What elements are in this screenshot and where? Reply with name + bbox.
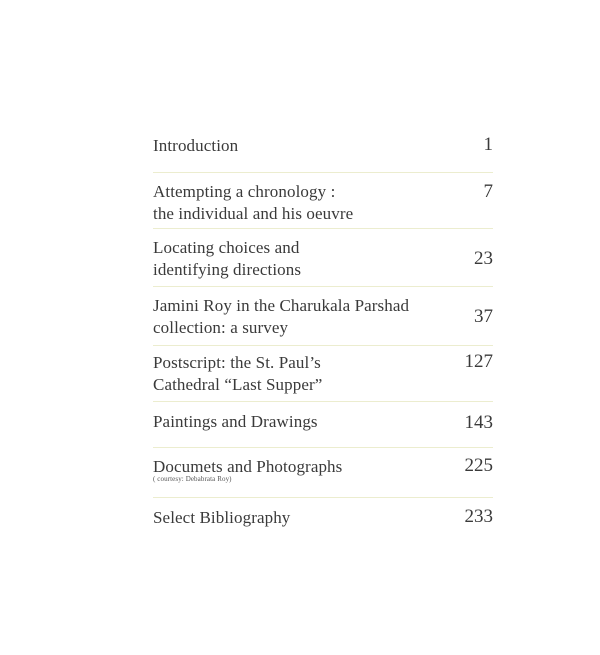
toc-entry-title-line: Paintings and Drawings bbox=[153, 412, 318, 431]
toc-entry-introduction bbox=[153, 125, 493, 173]
toc-entry-page-number: 23 bbox=[474, 248, 493, 269]
toc-entry-title bbox=[153, 411, 493, 433]
toc-entry-title bbox=[153, 135, 493, 157]
toc-entry-locating-choices bbox=[153, 229, 493, 287]
toc-entry-title bbox=[153, 295, 493, 339]
toc-entry-documents-photographs bbox=[153, 448, 493, 498]
toc-entry-title-line: Postscript: the St. Paul’s bbox=[153, 353, 321, 372]
table-of-contents bbox=[153, 125, 493, 537]
toc-entry-title bbox=[153, 352, 493, 396]
toc-entry-page-number: 143 bbox=[464, 412, 493, 433]
toc-entry-bibliography bbox=[153, 498, 493, 537]
toc-entry-title-line: identifying directions bbox=[153, 260, 302, 279]
toc-entry-title-line: Jamini Roy in the Charukala Parshad bbox=[153, 296, 410, 315]
toc-entry-title-line: Cathedral “Last Supper” bbox=[153, 375, 323, 394]
toc-entry-title-line: Select Bibliography bbox=[153, 508, 291, 527]
toc-entry-page-number: 233 bbox=[464, 506, 493, 527]
toc-entry-title bbox=[153, 181, 493, 225]
toc-entry-chronology bbox=[153, 173, 493, 229]
toc-entry-page-number: 7 bbox=[483, 181, 493, 202]
toc-entry-postscript bbox=[153, 346, 493, 402]
toc-entry-paintings-drawings bbox=[153, 402, 493, 448]
toc-entry-title bbox=[153, 507, 493, 529]
toc-entry-title bbox=[153, 456, 493, 484]
toc-entry-title-line: Locating choices and bbox=[153, 238, 300, 257]
toc-entry-courtesy-note: ( courtesy: Debabrata Roy) bbox=[153, 475, 232, 483]
toc-entry-title-line: Attempting a chronology : bbox=[153, 182, 336, 201]
toc-entry-page-number: 127 bbox=[464, 351, 493, 372]
toc-entry-page-number: 225 bbox=[464, 455, 493, 476]
toc-entry-title bbox=[153, 237, 493, 281]
toc-entry-title-line: collection: a survey bbox=[153, 318, 289, 337]
toc-entry-page-number: 37 bbox=[474, 306, 493, 327]
toc-entry-page-number: 1 bbox=[483, 134, 493, 155]
toc-entry-title-line: the individual and his oeuvre bbox=[153, 204, 354, 223]
toc-entry-collection-survey bbox=[153, 287, 493, 346]
toc-entry-title-line: Documets and Photographs bbox=[153, 457, 343, 476]
toc-entry-title-line: Introduction bbox=[153, 136, 239, 155]
